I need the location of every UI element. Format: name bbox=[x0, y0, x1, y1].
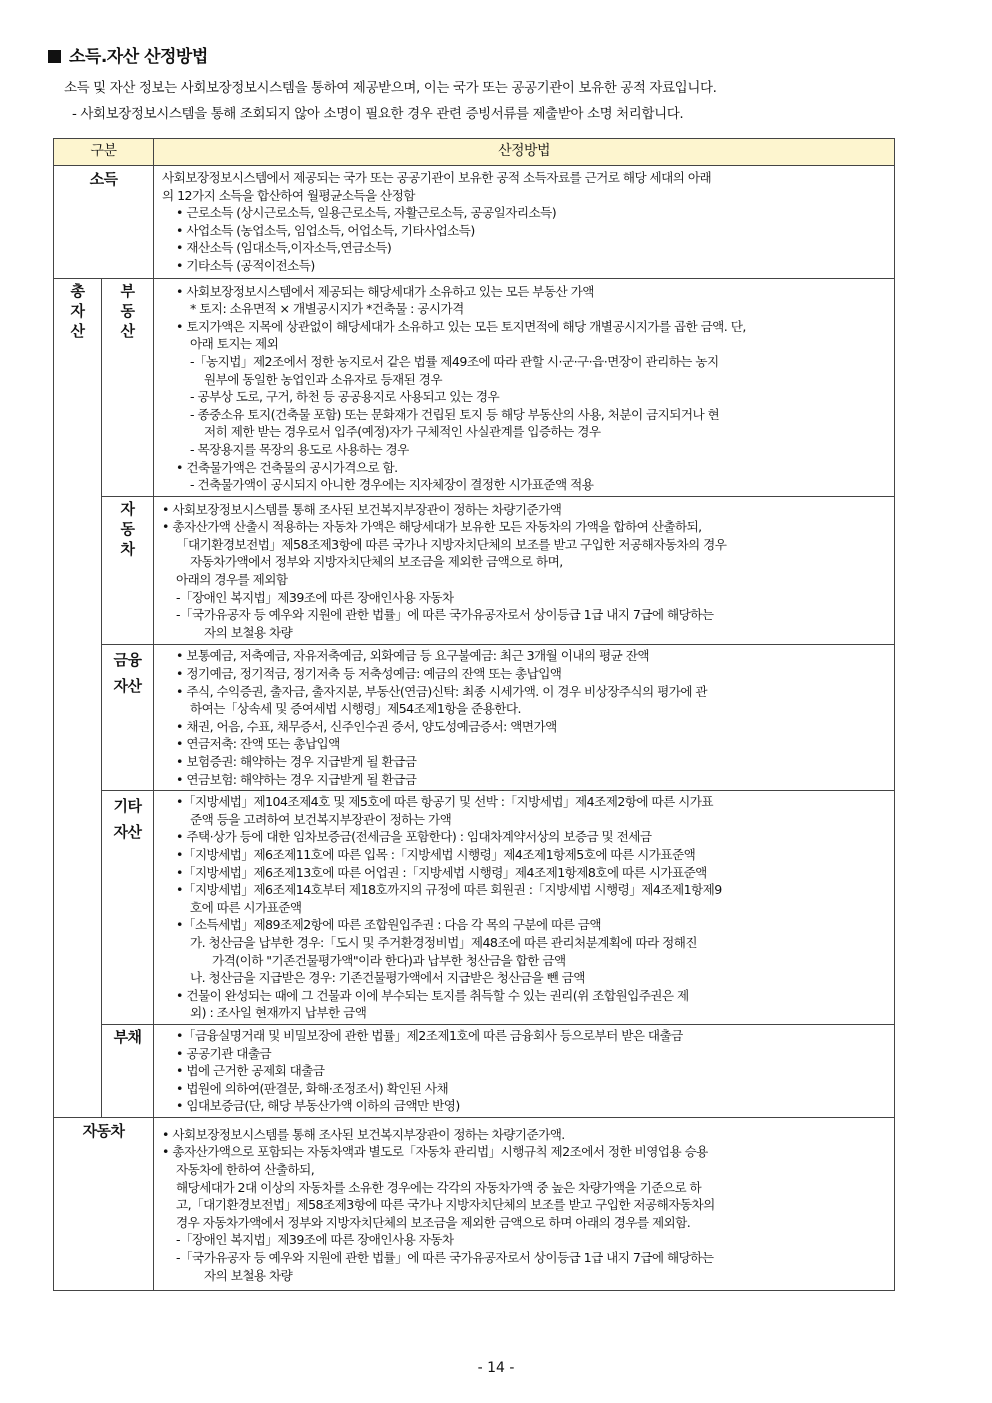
list-item: • 총자산가액으로 포함되는 자동차액과 별도로「자동차 관리법」시행규칙 제2조에서 정한 비영업용 승용 bbox=[162, 1144, 708, 1160]
square-bullet-icon bbox=[48, 50, 61, 63]
text-line: -「국가유공자 등 예우와 지원에 관한 법률」에 따른 국가유공자로서 상이등급 1급 내지 7급에 해당하는 bbox=[176, 1250, 714, 1266]
text-line: 호에 따른 시가표준액 bbox=[190, 899, 302, 915]
list-item: • 사회보장정보시스템를 통해 조사된 보건복지부장관이 정하는 차량기준가액 bbox=[162, 501, 562, 517]
row-label-car: 자동차 bbox=[54, 1117, 154, 1290]
other-assets-method bbox=[154, 791, 895, 1025]
list-item: • 사회보장정보시스템를 통해 조사된 보건복지부장관이 정하는 차량기준가액. bbox=[162, 1126, 565, 1142]
text-line: 고,「대기환경보전법」제58조제3항에 따른 국가나 지방자치단체의 보조를 받고 구입한 저공해자동차의 bbox=[176, 1197, 715, 1213]
other-assets-label: 기타자산 bbox=[113, 797, 142, 842]
text-line: 사회보장정보시스템에서 제공되는 국가 또는 공공기관이 보유한 공적 소득자료를 근거로 해당 세대의 아래 bbox=[162, 170, 712, 185]
list-item: • 보통예금, 저축예금, 자유저축예금, 외화예금 등 요구불예금: 최근 3개월 이내의 평균 잔액 bbox=[176, 648, 649, 664]
text-line: 경우 자동차가액에서 정부와 지방자치단체의 보조금을 제외한 금액으로 하며 아래의 경우를 제외함. bbox=[176, 1214, 691, 1230]
text-line: 가. 청산금을 납부한 경우:「도시 및 주거환경정비법」제48조에 따른 관리처분계획에 따라 정해진 bbox=[190, 934, 698, 950]
header-method: 산정방법 bbox=[154, 139, 895, 166]
text-line: 「대기환경보전법」제58조제3항에 따른 국가나 지방자치단체의 보조를 받고 구입한 저공해자동차의 경우 bbox=[176, 536, 727, 552]
list-item: • 임대보증금(단, 해당 부동산가액 이하의 금액만 반영) bbox=[176, 1098, 460, 1114]
header-category: 구분 bbox=[54, 139, 154, 166]
text-line: * 토지: 소유면적 × 개별공시지가 *건축물 : 공시가격 bbox=[190, 301, 464, 317]
list-item: • 건물이 완성되는 때에 그 건물과 이에 부수되는 토지를 취득할 수 있는 권리(위 조합원입주권은 제 bbox=[176, 987, 689, 1003]
intro-note: - 사회보장정보시스템을 통해 조회되지 않아 소명이 필요한 경우 관련 증빙서류를 제출받아 소명 처리합니다. bbox=[72, 106, 684, 122]
row-label-debt: 부채 bbox=[102, 1024, 154, 1117]
list-item: • 토지가액은 지목에 상관없이 해당세대가 소유하고 있는 모든 토지면적에 해당 개별공시지가를 곱한 금액. 단, bbox=[176, 318, 746, 334]
list-item: • 건축물가액은 건축물의 공시가격으로 함. bbox=[176, 459, 398, 475]
financial-method bbox=[154, 645, 895, 791]
row-label-vehicle-asset bbox=[102, 496, 154, 645]
income-method bbox=[154, 166, 895, 279]
row-label-income: 소득 bbox=[54, 166, 154, 279]
list-item: • 사회보장정보시스템에서 제공되는 해당세대가 소유하고 있는 모든 부동산 가액 bbox=[176, 283, 594, 299]
text-line: 준액 등을 고려하여 보건복지부장관이 정하는 가액 bbox=[190, 811, 452, 827]
intro-text: 소득 및 자산 정보는 사회보장정보시스템을 통하여 제공받으며, 이는 국가 또는 공공기관이 보유한 공적 자료입니다. bbox=[64, 80, 717, 96]
list-item: • 연금저축: 잔액 또는 총납입액 bbox=[176, 736, 340, 752]
text-line: 자의 보철용 차량 bbox=[204, 1267, 293, 1283]
section-title bbox=[48, 42, 208, 67]
list-item: • 채권, 어음, 수표, 채무증서, 신주인수권 증서, 양도성예금증서: 액면가액 bbox=[176, 718, 557, 734]
text-line: 원부에 동일한 농업인과 소유자로 등재된 경우 bbox=[204, 371, 442, 387]
row-label-total-assets bbox=[54, 278, 102, 1117]
text-line: 의 12가지 소득을 합산하여 월평균소득을 산정함 bbox=[162, 187, 415, 203]
text-line: 하여는「상속세 및 증여세법 시행령」제54조제1항을 준용한다. bbox=[190, 701, 521, 717]
text-line: 저히 제한 받는 경우로서 입주(예정)자가 구체적인 사실관계를 입증하는 경우 bbox=[204, 424, 601, 440]
list-item: •「금융실명거래 및 비밀보장에 관한 법률」제2조제1호에 따른 금융회사 등으로부터 받은 대출금 bbox=[176, 1027, 683, 1043]
text-line: -「농지법」제2조에서 정한 농지로서 같은 법률 제49조에 따라 관할 시·군·구·읍·면장이 관리하는 농지 bbox=[190, 353, 719, 369]
real-estate-method bbox=[154, 278, 895, 496]
financial-label: 금융자산 bbox=[113, 651, 142, 696]
row-label-real-estate bbox=[102, 278, 154, 496]
text-line: 해당세대가 2대 이상의 자동차를 소유한 경우에는 각각의 자동차가액 중 높은 차량가액을 기준으로 하 bbox=[176, 1179, 702, 1195]
text-line: -「국가유공자 등 예우와 지원에 관한 법률」에 따른 국가유공자로서 상이등급 1급 내지 7급에 해당하는 bbox=[176, 607, 714, 623]
text-line: 아래 토지는 제외 bbox=[190, 336, 279, 352]
list-item: • 총자산가액 산출시 적용하는 자동차 가액은 해당세대가 보유한 모든 자동차의 가액을 합하여 산출하되, bbox=[162, 519, 702, 535]
page-number: - 14 - bbox=[477, 1360, 515, 1376]
list-item: • 연금보험: 해약하는 경우 지급받게 될 환급금 bbox=[176, 771, 417, 787]
list-item: •「지방세법」제6조제13호에 따른 어업권 :「지방세법 시행령」제4조제1항제8호에 따른 시가표준액 bbox=[176, 864, 707, 880]
list-item: •「소득세법」제89조제2항에 따른 조합원입주권 : 다음 각 목의 구분에 따른 금액 bbox=[176, 917, 601, 933]
list-item: • 보험증권: 해약하는 경우 지급받게 될 환급금 bbox=[176, 754, 417, 769]
list-item: •「지방세법」제6조제11호에 따른 입목 :「지방세법 시행령」제4조제1항제5호에 따른 시가표준액 bbox=[176, 846, 696, 862]
list-item: •「지방세법」제104조제4호 및 제5호에 따른 항공기 및 선박 :「지방세법」제4조제2항에 따른 시가표 bbox=[176, 794, 714, 810]
text-line: - 목장용지를 목장의 용도로 사용하는 경우 bbox=[190, 441, 409, 457]
list-item: • 법원에 의하여(판결문, 화해·조정조서) 확인된 사채 bbox=[176, 1080, 449, 1096]
list-item: • 정기예금, 정기적금, 정기저축 등 저축성예금: 예금의 잔액 또는 총납입액 bbox=[176, 666, 562, 682]
real-estate-label: 부동산 bbox=[120, 281, 135, 340]
section-title-text: 소득.자산 산정방법 bbox=[69, 47, 208, 67]
text-line: 가격(이하 "기존건물평가액"이라 한다)과 납부한 청산금을 합한 금액 bbox=[212, 952, 566, 968]
text-line: 자동차가액에서 정부와 지방자치단체의 보조금을 제외한 금액으로 하며, bbox=[190, 554, 563, 570]
total-assets-label: 총자산 bbox=[70, 281, 85, 340]
text-line: - 공부상 도로, 구거, 하천 등 공공용지로 사용되고 있는 경우 bbox=[190, 389, 500, 405]
list-item: • 주식, 수익증권, 출자금, 출자지분, 부동산(연금)신탁: 최종 시세가액. 이 경우 비상장주식의 평가에 관 bbox=[176, 683, 708, 699]
list-item: • 근로소득 (상시근로소득, 일용근로소득, 자활근로소득, 공공일자리소득) bbox=[176, 205, 557, 221]
debt-method bbox=[154, 1024, 895, 1117]
list-item: • 법에 근거한 공제회 대출금 bbox=[176, 1063, 325, 1079]
text-line: -「장애인 복지법」제39조에 따른 장애인사용 자동차 bbox=[176, 1232, 454, 1248]
row-label-financial bbox=[102, 645, 154, 791]
car-method bbox=[154, 1117, 895, 1290]
text-line: - 건축물가액이 공시되지 아니한 경우에는 지자체장이 결정한 시가표준액 적용 bbox=[190, 477, 594, 493]
list-item: •「지방세법」제6조제14호부터 제18호까지의 규정에 따른 회원권 :「지방세법 시행령」제4조제1항제9 bbox=[176, 882, 722, 898]
calculation-table bbox=[53, 138, 895, 1291]
list-item: • 기타소득 (공적이전소득) bbox=[176, 257, 315, 273]
list-item: • 공공기관 대출금 bbox=[176, 1045, 272, 1061]
list-item: • 사업소득 (농업소득, 임업소득, 어업소득, 기타사업소득) bbox=[176, 222, 475, 238]
text-line: 나. 청산금을 지급받은 경우: 기존건물평가액에서 지급받은 청산금을 뺀 금액 bbox=[190, 970, 585, 986]
list-item: • 주택·상가 등에 대한 임차보증금(전세금을 포함한다) : 임대차계약서상의 보증금 및 전세금 bbox=[176, 829, 652, 845]
text-line: - 종중소유 토지(건축물 포함) 또는 문화재가 건립된 토지 등 해당 부동산의 사용, 처분이 금지되거나 현 bbox=[190, 406, 720, 422]
text-line: 자동차에 한하여 산출하되, bbox=[176, 1162, 315, 1178]
text-line: 자의 보철용 차량 bbox=[204, 624, 293, 640]
vehicle-asset-method bbox=[154, 496, 895, 645]
list-item: • 재산소득 (임대소득,이자소득,연금소득) bbox=[176, 240, 392, 256]
vehicle-asset-label: 자동차 bbox=[120, 499, 135, 558]
text-line: 외) : 조사일 현재까지 납부한 금액 bbox=[190, 1005, 367, 1021]
text-line: 아래의 경우를 제외함 bbox=[176, 572, 288, 588]
text-line: -「장애인 복지법」제39조에 따른 장애인사용 자동차 bbox=[176, 589, 454, 605]
row-label-other-assets bbox=[102, 791, 154, 1025]
